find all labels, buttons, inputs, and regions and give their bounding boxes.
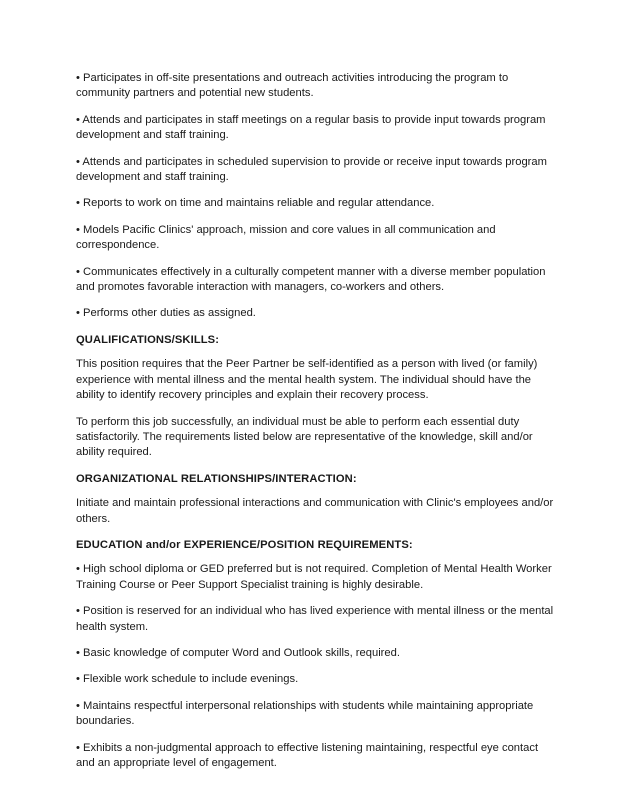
duty-bullet: • Communicates effectively in a culturally competent manner with a diverse member population and promotes favorable interaction with managers, co-workers and others. <box>76 265 546 294</box>
relationships-paragraph: Initiate and maintain professional interactions and communication with Clinic's employees and/or others. <box>76 497 554 525</box>
qualifications-heading: QUALIFICATIONS/SKILLS: <box>76 333 220 346</box>
duty-bullet: • Attends and participates in staff meetings on a regular basis to provide input towards program development and staff training. <box>76 113 546 142</box>
requirement-bullet: • Basic knowledge of computer Word and Outlook skills, required. <box>76 646 400 659</box>
education-heading: EDUCATION and/or EXPERIENCE/POSITION REQUIREMENTS: <box>76 538 413 551</box>
duty-bullet: • Reports to work on time and maintains reliable and regular attendance. <box>76 197 435 210</box>
requirement-bullet: • High school diploma or GED preferred but is not required. Completion of Mental Health Worker Training Course or Peer Support Specialist training is highly desirable. <box>76 563 552 591</box>
requirement-bullet: • Exhibits a non-judgmental approach to effective listening maintaining, respectful eye contact and an appropriate level of engagement. <box>76 741 539 769</box>
duty-bullet: • Performs other duties as assigned. <box>76 307 256 320</box>
duties-bullet-list <box>76 71 558 322</box>
requirement-bullet: • Maintains respectful interpersonal relationships with students while maintaining appropriate boundaries. <box>76 699 534 728</box>
qualifications-paragraph: To perform this job successfully, an individual must be able to perform each essential duty satisfactorily. The requirements listed below are representative of the knowledge, skill and/or ability required. <box>76 415 533 459</box>
document-page <box>76 71 558 782</box>
duty-bullet: • Models Pacific Clinics' approach, mission and core values in all communication and correspondence. <box>76 223 496 252</box>
duty-bullet: • Participates in off-site presentations and outreach activities introducing the program to community partners and potential new students. <box>76 72 509 100</box>
qualifications-paragraph: This position requires that the Peer Partner be self-identified as a person with lived (or family) experience with mental illness and the mental health system. The individual should have the ability to identify recovery principles and explain their recovery process. <box>76 358 538 402</box>
duty-bullet: • Attends and participates in scheduled supervision to provide or receive input towards program development and staff training. <box>76 155 547 184</box>
requirement-bullet: • Flexible work schedule to include evenings. <box>76 673 299 686</box>
requirement-bullet: • Position is reserved for an individual who has lived experience with mental illness or the mental health system. <box>76 605 554 633</box>
relationships-heading: ORGANIZATIONAL RELATIONSHIPS/INTERACTION: <box>76 472 357 485</box>
education-bullet-list <box>76 562 558 771</box>
